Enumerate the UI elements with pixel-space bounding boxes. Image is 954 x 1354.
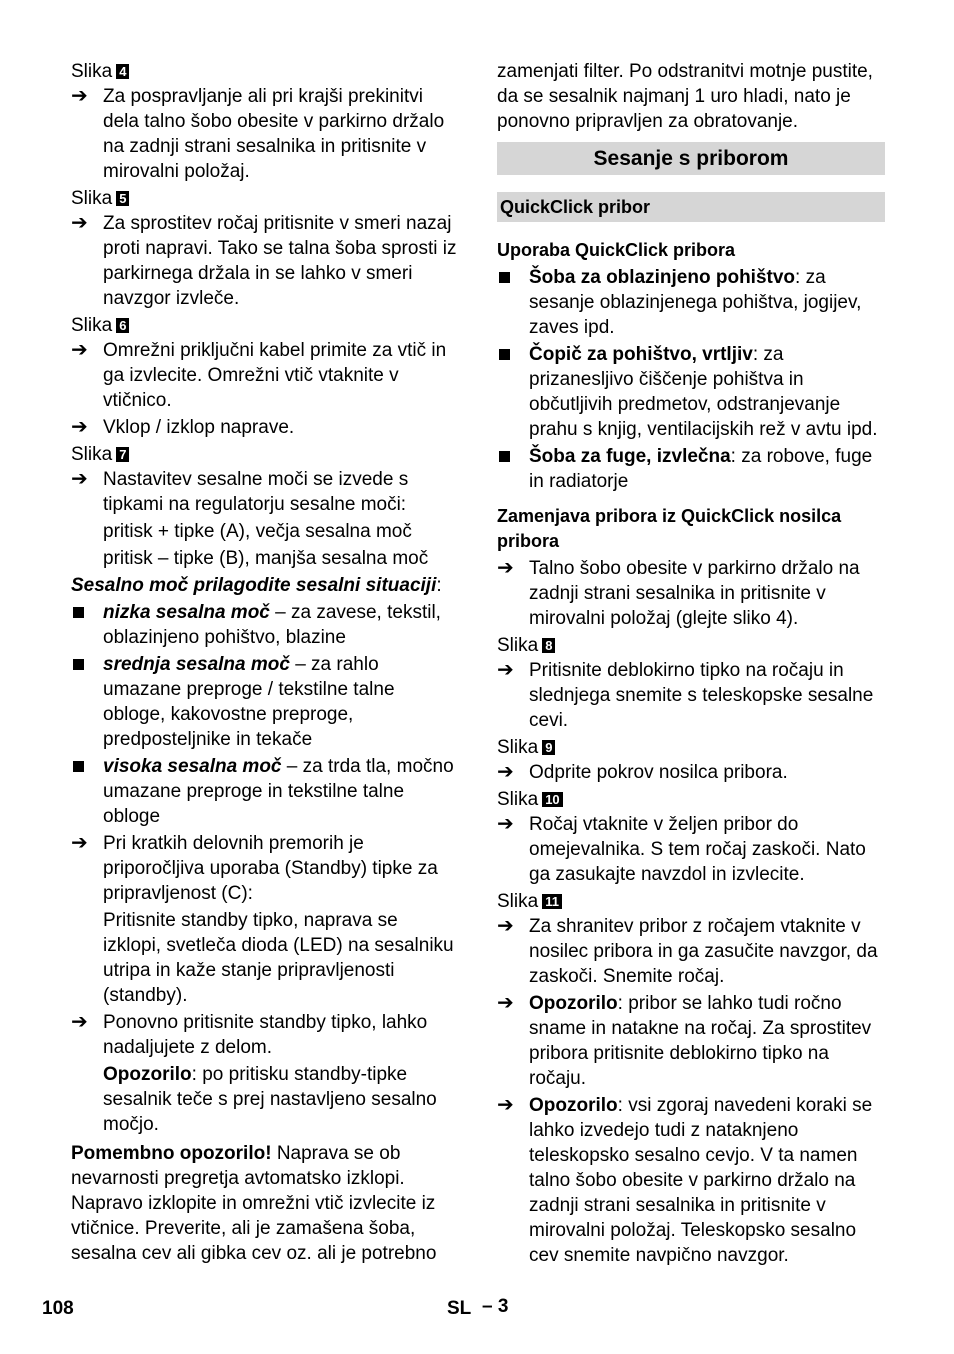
arrow-right-icon: ➔ xyxy=(71,212,88,234)
instruction-step xyxy=(71,1010,459,1060)
figure-number: 10 xyxy=(542,792,562,807)
figure-reference xyxy=(497,633,885,658)
arrow-right-icon: ➔ xyxy=(71,339,88,361)
paragraph-text: zamenjati filter. Po odstranitvi motnje pustite, da se sesalnik najmanj 1 uro hladi, nato je ponovno pripravljen za obratovanje. xyxy=(497,61,873,132)
bullet-text: : za prizanesljivo čiščenje pohištva in občutljivih predmetov, odstranjevanje prahu s knjig, ventilacijskih rež v avtu ipd. xyxy=(529,344,878,440)
instruction-step xyxy=(497,914,885,989)
paragraph xyxy=(497,59,885,134)
step-text: Za sprostitev ročaj pritisnite v smeri nazaj proti napravi. Tako se talna šoba sprosti iz parkirnega držala in se lahko v smeri navzgor izvleče. xyxy=(103,213,457,309)
arrow-right-icon: ➔ xyxy=(71,1011,88,1033)
arrow-right-icon: ➔ xyxy=(497,659,514,681)
step-text: Za shranitev pribor z ročajem vtaknite v nosilec pribora in ga zasučite navzgor, da zaskoči. Snemite ročaj. xyxy=(529,916,878,987)
step-text: Ročaj vtaknite v željen pribor do omejevalnika. S tem ročaj zaskoči. Nato ga zasukajte navzdol in izvlecite. xyxy=(529,814,866,885)
indented-content: Pritisnite standby tipko, naprava se izklopi, svetleča dioda (LED) na sesalniku utripa in kaže stanje pripravljenosti (standby). xyxy=(103,910,454,1006)
bullet-text: : za robove, fuge in radiatorje xyxy=(529,446,873,492)
warning-label: Pomembno opozorilo! xyxy=(71,1143,272,1164)
bullet-term: Šoba za fuge, izvlečna xyxy=(529,446,731,467)
note-label: Opozorilo xyxy=(529,1095,618,1116)
arrow-right-icon: ➔ xyxy=(71,85,88,107)
instruction-step xyxy=(71,338,459,413)
figure-label: Slika xyxy=(497,737,539,758)
bullet-term: visoka sesalna moč xyxy=(103,756,282,777)
step-text: Pritisnite deblokirno tipko na ročaju in slednjega snemite s teleskopske sesalne cevi. xyxy=(529,660,874,731)
figure-label: Slika xyxy=(71,444,113,465)
arrow-right-icon: ➔ xyxy=(497,992,514,1014)
bullet-item xyxy=(497,265,885,340)
arrow-right-icon: ➔ xyxy=(497,1094,514,1116)
step-text: Talno šobo obesite v parkirno držalo na zadnji strani sesalnika in pritisnite v mirovalni položaj (glejte sliko 4). xyxy=(529,558,860,629)
figure-number: 8 xyxy=(542,638,555,653)
instruction-step xyxy=(71,415,459,440)
topic-heading: Uporaba QuickClick pribora xyxy=(497,240,736,260)
step-text: : pribor se lahko tudi ročno sname in natakne na ročaj. Za sprostitev pribora pritisnite deblokirno tipko na ročaju. xyxy=(529,993,872,1089)
instruction-step xyxy=(71,467,459,517)
instruction-step xyxy=(497,991,885,1091)
instruction-step xyxy=(71,84,459,184)
figure-reference xyxy=(71,186,459,211)
arrow-right-icon: ➔ xyxy=(497,557,514,579)
note-text: : po pritisku standby-tipke sesalnik teče s prej nastavljeno sesalno močjo. xyxy=(103,1064,437,1135)
subheading-colon: : xyxy=(436,575,442,596)
note-label: Opozorilo xyxy=(103,1064,192,1085)
arrow-right-icon: ➔ xyxy=(497,761,514,783)
warning-text: Naprava se ob nevarnosti pregretja avtomatsko izklopi. Napravo izklopite in omrežni vtič izvlecite iz vtičnice. Preverite, ali je zamašena šoba, sesalna cev ali gibka cev oz. ali je potrebno xyxy=(71,1143,437,1264)
bullet-item xyxy=(71,754,459,829)
instruction-step xyxy=(497,658,885,733)
square-bullet-icon xyxy=(71,652,99,677)
indented-content: pritisk – tipke (B), manjša sesalna moč xyxy=(103,548,429,569)
figure-number: 9 xyxy=(542,740,555,755)
figure-number: 6 xyxy=(116,318,129,333)
section-number: – 3 xyxy=(482,1296,509,1317)
step-text: Za pospravljanje ali pri krajši prekinitvi dela talno šobo obesite v parkirno držalo na zadnji strani sesalnika in pritisnite v mirovalni položaj. xyxy=(103,86,445,182)
bullet-term: Čopič za pohištvo, vrtljiv xyxy=(529,344,753,365)
instruction-step xyxy=(497,812,885,887)
instruction-step xyxy=(71,211,459,311)
bullet-item xyxy=(71,652,459,752)
figure-number: 11 xyxy=(542,894,562,909)
instruction-step xyxy=(497,556,885,631)
indented-note xyxy=(71,1062,459,1137)
figure-number: 4 xyxy=(116,64,129,79)
page-number: 108 xyxy=(42,1298,74,1319)
arrow-right-icon: ➔ xyxy=(497,915,514,937)
indented-text xyxy=(71,546,459,571)
figure-reference xyxy=(497,889,885,914)
step-text: Pri kratkih delovnih premorih je priporočljiva uporaba (Standby) tipke za pripravljenost (C): xyxy=(103,833,438,904)
indented-content: pritisk + tipke (A), večja sesalna moč xyxy=(103,521,412,542)
figure-number: 5 xyxy=(116,191,129,206)
left-column xyxy=(71,59,459,1268)
step-text: Nastavitev sesalne moči se izvede s tipkami na regulatorju sesalne moči: xyxy=(103,469,409,515)
bullet-text: : za sesanje oblazinjenega pohištva, jogijev, zaves ipd. xyxy=(529,267,862,338)
bullet-text: – za trda tla, močno umazane preproge in tekstilne talne obloge xyxy=(103,756,454,827)
square-bullet-icon xyxy=(71,600,99,625)
bullet-item xyxy=(497,444,885,494)
figure-reference xyxy=(497,787,885,812)
warning-paragraph xyxy=(71,1141,459,1266)
square-bullet-icon xyxy=(497,342,525,367)
instruction-step xyxy=(497,760,885,785)
indented-text xyxy=(71,519,459,544)
square-bullet-icon xyxy=(71,754,99,779)
figure-label: Slika xyxy=(497,789,539,810)
step-text: : vsi zgoraj navedeni koraki se lahko izvedejo tudi z nataknjeno teleskopsko sesalno cevjo. V ta namen talno šobo obesite v parkirno držalo na zadnji strani sesalnika in pritisnite v mirovalni položaj. Teleskopsko sesalno cev snemite navpično navzgor. xyxy=(529,1095,873,1266)
language-code: SL xyxy=(447,1298,472,1319)
bullet-text: – za zavese, tekstil, oblazinjeno pohištvo, blazine xyxy=(103,602,441,648)
subheading xyxy=(71,573,459,598)
figure-label: Slika xyxy=(71,188,113,209)
right-column xyxy=(497,59,885,1270)
bullet-item xyxy=(71,600,459,650)
step-text: Odprite pokrov nosilca pribora. xyxy=(529,762,788,783)
square-bullet-icon xyxy=(497,265,525,290)
subsection-heading: QuickClick pribor xyxy=(497,192,885,222)
arrow-right-icon: ➔ xyxy=(497,813,514,835)
instruction-step xyxy=(71,831,459,906)
bullet-term: srednja sesalna moč xyxy=(103,654,290,675)
note-label: Opozorilo xyxy=(529,993,618,1014)
figure-label: Slika xyxy=(71,61,113,82)
bullet-term: nizka sesalna moč xyxy=(103,602,270,623)
section-heading: Sesanje s priborom xyxy=(497,142,885,175)
bullet-item xyxy=(497,342,885,442)
figure-number: 7 xyxy=(116,447,129,462)
figure-reference xyxy=(71,59,459,84)
figure-reference xyxy=(497,735,885,760)
square-bullet-icon xyxy=(497,444,525,469)
figure-label: Slika xyxy=(71,315,113,336)
figure-label: Slika xyxy=(497,635,539,656)
step-text: Ponovno pritisnite standby tipko, lahko nadaljujete z delom. xyxy=(103,1012,428,1058)
arrow-right-icon: ➔ xyxy=(71,468,88,490)
step-text: Omrežni priključni kabel primite za vtič in ga izvlecite. Omrežni vtič vtaknite v vtičnico. xyxy=(103,340,447,411)
figure-reference xyxy=(71,313,459,338)
topic-heading: Zamenjava pribora iz QuickClick nosilca pribora xyxy=(497,506,842,551)
bullet-text: – za rahlo umazane preproge / tekstilne talne obloge, kakovostne preproge, predposteljnike in tekače xyxy=(103,654,395,750)
instruction-step xyxy=(497,1093,885,1268)
indented-text xyxy=(71,908,459,1008)
arrow-right-icon: ➔ xyxy=(71,832,88,854)
arrow-right-icon: ➔ xyxy=(71,416,88,438)
figure-label: Slika xyxy=(497,891,539,912)
subheading-text: Sesalno moč prilagodite sesalni situaciji xyxy=(71,575,437,596)
bullet-term: Šoba za oblazinjeno pohištvo xyxy=(529,267,796,288)
step-text: Vklop / izklop naprave. xyxy=(103,417,295,438)
figure-reference xyxy=(71,442,459,467)
